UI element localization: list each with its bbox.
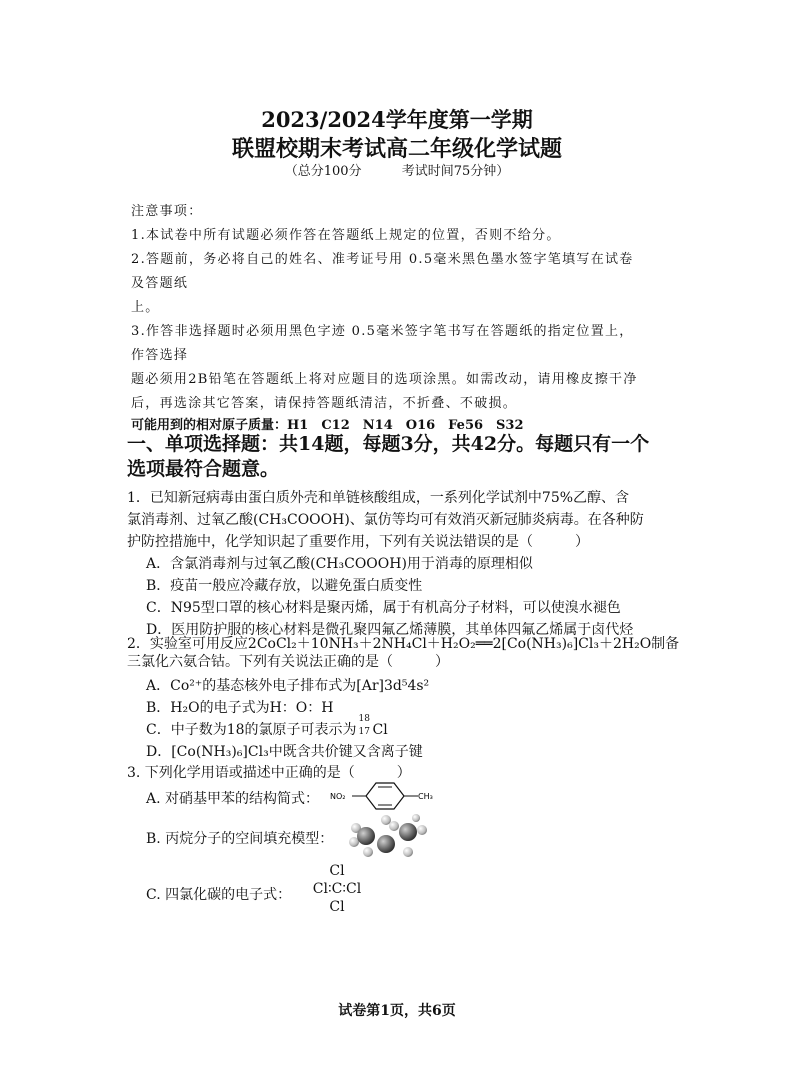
note-3d: 后，再选涂其它答案，请保持答题纸清洁，不折叠、不破损。 (131, 396, 518, 411)
exam-time: 考试时间75分钟） (401, 164, 510, 179)
p-nitrotoluene-structure (328, 780, 440, 810)
note-2c: 上。 (131, 300, 160, 315)
note-3b: 作答选择 (131, 348, 189, 363)
exam-year-title: 2023/2024学年度第一学期 (261, 107, 533, 132)
note-3c: 题必须用2B铅笔在答题纸上将对应题目的选项涂黑。如需改动，请用橡皮擦干净 (131, 372, 638, 387)
q1-stem-line1: 1．已知新冠病毒由蛋白质外壳和单链核酸组成，一系列化学试剂中75%乙醇、含 (127, 490, 630, 506)
atomic-number: 17 (358, 727, 370, 737)
q2-option-c-text: C．中子数为18的氯原子可表示为 (146, 722, 357, 738)
q1-option-c: C．N95型口罩的核心材料是聚丙烯，属于有机高分子材料，可以使溴水褪色 (146, 600, 621, 616)
ccl4-electron-formula (304, 862, 370, 916)
q3-option-c: C. 四氯化碳的电子式： (146, 887, 292, 903)
chlorine-symbol: Cl (372, 722, 388, 738)
q1-stem-line3: 护防控措施中，化学知识起了重要作用，下列有关说法错误的是（ ） (127, 534, 589, 550)
note-3a: 3.作答非选择题时必须用黑色字迹 0.5毫米签字笔书写在答题纸的指定位置上， (131, 324, 634, 339)
section-1-line2: 选项最符合题意。 (127, 458, 280, 480)
q3-option-b: B. 丙烷分子的空间填充模型： (146, 831, 334, 847)
notes-heading: 注意事项： (131, 204, 203, 219)
isotope-notation (357, 714, 373, 737)
atomic-masses: 可能用到的相对原子质量：H1 C12 N14 O16 Fe56 S32 (131, 418, 524, 433)
mass-number: 18 (358, 714, 370, 724)
ccl4-bottom-cl: Cl (329, 899, 345, 915)
methyl-group-label: CH₃ (418, 792, 433, 801)
page-footer: 试卷第1页，共6页 (338, 1003, 456, 1019)
ccl4-top-cl: Cl (329, 863, 345, 879)
q3-stem: 3. 下列化学用语或描述中正确的是（ ） (127, 765, 411, 781)
q2-option-a: A．Co²⁺的基态核外电子排布式为[Ar]3d⁵4s² (146, 678, 430, 694)
section-1-heading (127, 432, 672, 482)
exam-info (0, 160, 794, 179)
q2-stem-line2: 三氯化六氨合钴。下列有关说法正确的是（ ） (127, 654, 449, 670)
q1-stem-line2: 氯消毒剂、过氧乙酸(CH₃COOOH)、氯仿等均可有效消灭新冠肺炎病毒。在各种防 (127, 512, 644, 528)
q2-option-c (146, 714, 388, 739)
total-score: （总分100分 (284, 164, 362, 179)
nitro-group-label: NO₂ (330, 792, 346, 801)
q1-option-a: A．含氯消毒剂与过氧乙酸(CH₃COOOH)用于消毒的原理相似 (146, 556, 533, 572)
ccl4-middle-row: Cl∶C∶Cl (312, 881, 362, 897)
q2-stem-line1: 2．实验室可用反应2CoCl₂＋10NH₃＋2NH₄Cl＋H₂O₂══2[Co(NH₃)₆]Cl₃＋2H₂O制备 (127, 636, 680, 652)
q2-option-d: D．[Co(NH₃)₆]Cl₃中既含共价键又含离子键 (146, 744, 423, 760)
propane-space-filling-model (346, 812, 430, 862)
q1-option-b: B．疫苗一般应冷藏存放，以避免蛋白质变性 (146, 578, 423, 594)
exam-main-title: 联盟校期末考试高二年级化学试题 (231, 136, 562, 162)
q3-option-a: A. 对硝基甲苯的结构简式： (146, 791, 320, 807)
note-2a: 2.答题前，务必将自己的姓名、准考证号用 0.5毫米黑色墨水签字笔填写在试卷 (131, 252, 634, 267)
note-1: 1.本试卷中所有试题必须作答在答题纸上规定的位置，否则不给分。 (131, 228, 561, 243)
section-1-line1: 一、单项选择题：共14题，每题3分，共42分。每题只有一个 (127, 433, 650, 455)
q1-option-d: D．医用防护服的核心材料是微孔聚四氟乙烯薄膜，其单体四氟乙烯属于卤代烃 (146, 622, 634, 638)
note-2b: 及答题纸 (131, 276, 189, 291)
q2-option-b: B．H₂O的电子式为H：O：H (146, 700, 334, 716)
